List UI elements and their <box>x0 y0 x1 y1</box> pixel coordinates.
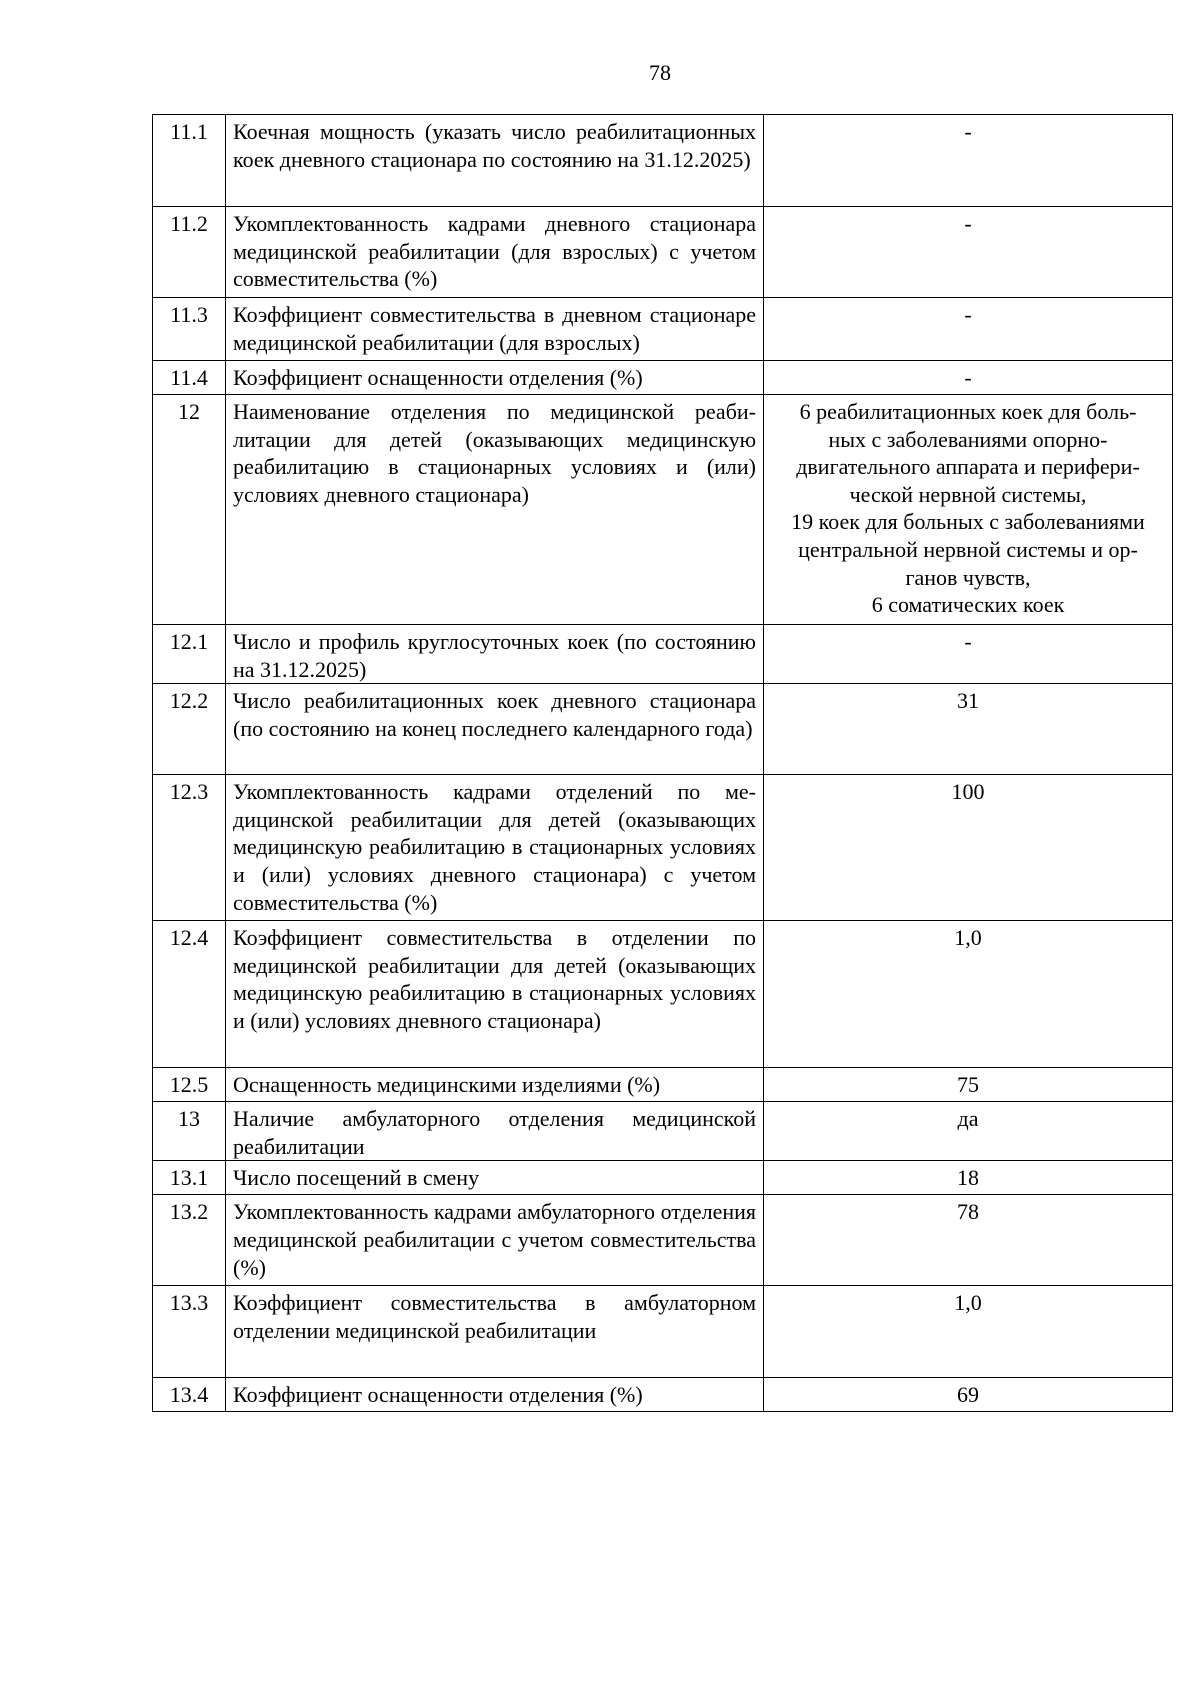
row-number: 11.4 <box>153 361 226 395</box>
row-value-line: - <box>964 629 972 654</box>
table-row <box>153 1068 1173 1102</box>
row-value-line: - <box>964 302 972 327</box>
row-value <box>764 921 1173 1068</box>
row-number: 13.1 <box>153 1161 226 1195</box>
row-value-line: центральной нервной системы и ор- <box>798 536 1138 562</box>
table-row <box>153 361 1173 395</box>
row-value-line: 1,0 <box>954 1290 982 1316</box>
row-value-line: 1,0 <box>954 925 982 951</box>
row-number: 12.5 <box>153 1068 226 1102</box>
row-number: 12 <box>153 395 226 625</box>
row-value-line: 78 <box>957 1199 979 1225</box>
row-number: 12.1 <box>153 625 226 684</box>
row-description: Оснащенность медицинскими изделиями (%) <box>226 1068 764 1102</box>
row-description: Коэффициент совместительства в дневном стационаре медицинской реабилитации (для взрослых) <box>226 298 764 361</box>
row-value-line: да <box>957 1106 979 1132</box>
table-row <box>153 684 1173 775</box>
row-value <box>764 395 1173 625</box>
row-value-line: 19 коек для больных с заболеваниями <box>791 509 1145 535</box>
row-value-line: ных с заболеваниями опорно- <box>828 426 1108 452</box>
row-number: 13.3 <box>153 1286 226 1378</box>
row-value <box>764 775 1173 921</box>
row-number: 13.2 <box>153 1195 226 1286</box>
row-number: 12.4 <box>153 921 226 1068</box>
row-value-line: 75 <box>957 1072 979 1098</box>
row-value-line: двигательного аппарата и перифери- <box>796 454 1140 480</box>
row-value <box>764 1161 1173 1195</box>
table-row <box>153 395 1173 625</box>
row-number: 13.4 <box>153 1378 226 1412</box>
row-value-line: 18 <box>957 1165 979 1191</box>
row-description: Укомплектованность кадрами отделений по медицинской реабилитации для детей (оказывающих медицинскую реабилитацию в стационарных условиях и (или) условиях дневного стационара) с учетом совместительства (%) <box>226 775 764 921</box>
table-row <box>153 115 1173 207</box>
row-description: Коэффициент оснащенности отделения (%) <box>226 361 764 395</box>
row-number: 12.3 <box>153 775 226 921</box>
row-value-line: 6 реабилитационных коек для боль- <box>799 399 1137 424</box>
table-row <box>153 1195 1173 1286</box>
row-value <box>764 1102 1173 1161</box>
row-number: 11.3 <box>153 298 226 361</box>
row-value <box>764 361 1173 395</box>
page-number: 78 <box>649 60 671 85</box>
row-value-line: - <box>964 365 972 390</box>
table-row <box>153 775 1173 921</box>
row-value <box>764 115 1173 207</box>
row-number: 11.1 <box>153 115 226 207</box>
row-value <box>764 1378 1173 1412</box>
row-number: 12.2 <box>153 684 226 775</box>
row-value-line: ческой нервной системы, <box>849 481 1087 507</box>
row-value <box>764 1068 1173 1102</box>
row-description: Число посещений в смену <box>226 1161 764 1195</box>
row-value <box>764 298 1173 361</box>
row-value-line: - <box>964 119 972 144</box>
row-value-line: 6 соматических коек <box>871 592 1065 618</box>
row-value <box>764 207 1173 298</box>
row-value <box>764 1195 1173 1286</box>
table-body <box>153 115 1173 1412</box>
row-value-line: 100 <box>951 779 985 805</box>
row-description: Коэффициент совместительства в амбулаторном отделении медицинской реабилитации <box>226 1286 764 1378</box>
data-table <box>152 114 1173 1412</box>
row-description: Число и профиль круглосуточных коек (по состоянию на 31.12.2025) <box>226 625 764 684</box>
row-value-line: ганов чувств, <box>905 564 1031 590</box>
row-value-line: 31 <box>957 688 979 714</box>
row-value-line: - <box>964 211 972 236</box>
row-description: Укомплектованность кадрами дневного стационара медицинской реабилитации (для взрослых) с учетом совместительства (%) <box>226 207 764 298</box>
row-description: Укомплектованность кадрами амбулаторного отделения медицинской реабилитации с учетом совместительства (%) <box>226 1195 764 1286</box>
table-row <box>153 921 1173 1068</box>
row-description: Наименование отделения по медицинской реабилитации для детей (оказывающих медицинскую реабилитацию в стационарных условиях и (или) условиях дневного стационара) <box>226 395 764 625</box>
row-value-line: 69 <box>957 1382 979 1408</box>
table-row <box>153 1378 1173 1412</box>
row-description: Число реабилитационных коек дневного стационара (по состоянию на конец последнего календарного года) <box>226 684 764 775</box>
row-value <box>764 1286 1173 1378</box>
table-row <box>153 1161 1173 1195</box>
row-description: Коечная мощность (указать число реабилитационных коек дневного стационара по состоянию на 31.12.2025) <box>226 115 764 207</box>
row-description: Коэффициент совместительства в отделении по медицинской реабилитации для детей (оказывающих медицинскую реабилитацию в стационарных условиях и (или) условиях дневного стационара) <box>226 921 764 1068</box>
row-number: 13 <box>153 1102 226 1161</box>
table-row <box>153 625 1173 684</box>
row-number: 11.2 <box>153 207 226 298</box>
row-value <box>764 684 1173 775</box>
row-value <box>764 625 1173 684</box>
table-row <box>153 1102 1173 1161</box>
table-row <box>153 1286 1173 1378</box>
row-description: Коэффициент оснащенности отделения (%) <box>226 1378 764 1412</box>
table-row <box>153 207 1173 298</box>
table-row <box>153 298 1173 361</box>
row-description: Наличие амбулаторного отделения медицинской реабилитации <box>226 1102 764 1161</box>
